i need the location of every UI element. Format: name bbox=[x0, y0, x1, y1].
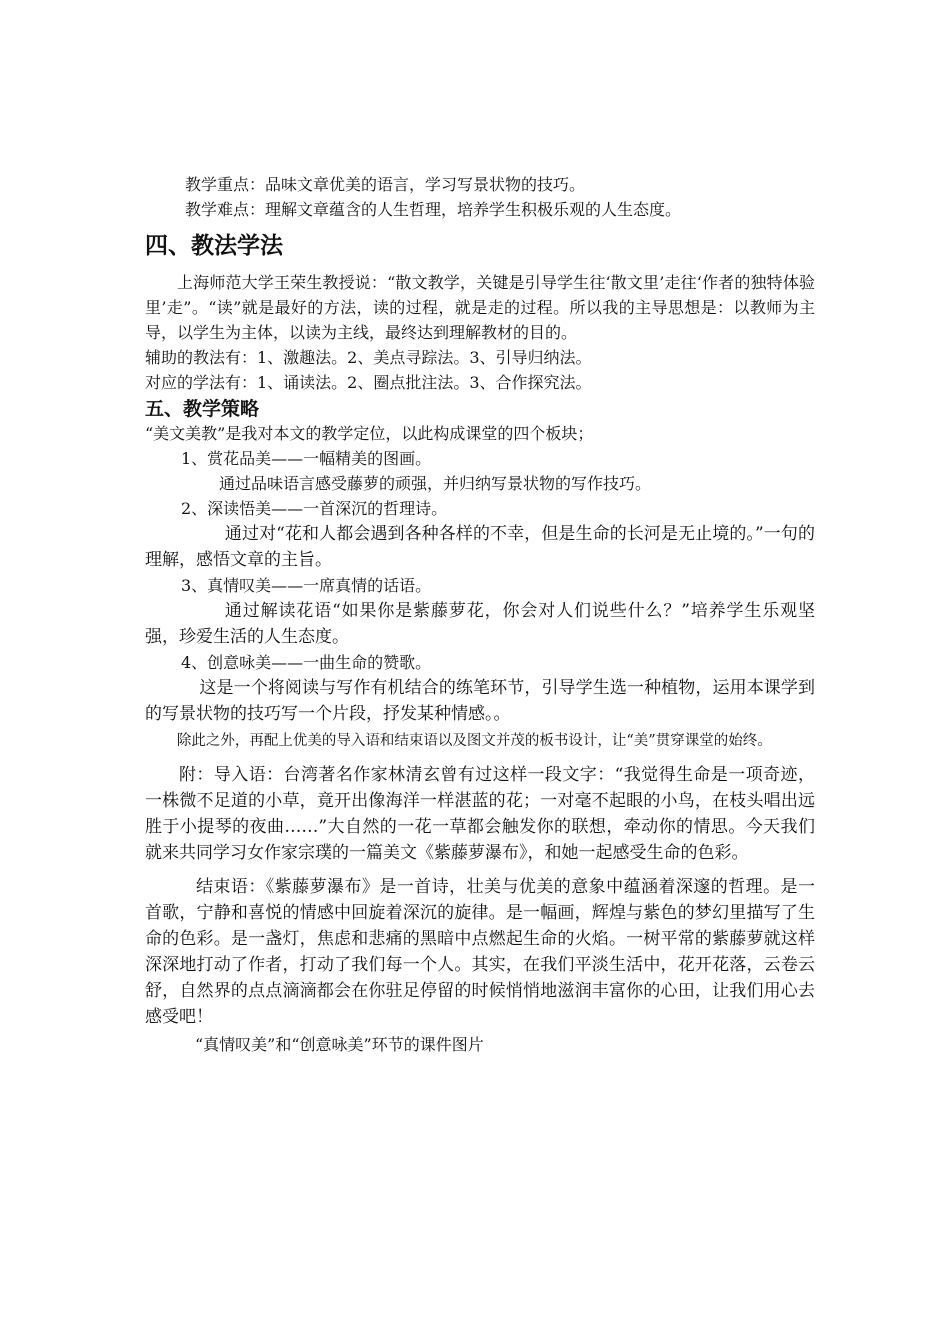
section5-intro: “美文美教”是我对本文的教学定位，以此构成课堂的四个板块； bbox=[145, 424, 594, 443]
item3-title: 3、真情叹美——一席真情的话语。 bbox=[181, 576, 432, 595]
item1-desc: 通过品味语言感受藤萝的顽强，并归纳写景状物的写作技巧。 bbox=[219, 474, 652, 493]
section4-learn-methods: 对应的学法有：1、诵读法。2、圈点批注法。3、合作探究法。 bbox=[145, 373, 592, 392]
item3-desc: 通过解读花语“如果你是紫藤萝花，你会对人们说些什么？”培养学生乐观坚强，珍爱生活的人生态度。 bbox=[145, 601, 815, 647]
document-page bbox=[145, 172, 815, 1057]
item4-desc: 这是一个将阅读与写作有机结合的练笔环节，引导学生选一种植物，运用本课学到的写景状物的技巧写一个片段，抒发某种情感。。 bbox=[145, 678, 815, 724]
intro-paragraph: 附：导入语：台湾著名作家林清玄曾有过这样一段文字：“我觉得生命是一项奇迹，一株微不足道的小草，竟开出像海洋一样湛蓝的花；一对毫不起眼的小鸟，在枝头唱出远胜于小提琴的夜曲……”大自然的一花一草都会触发你的联想，牵动你的情思。今天我们就来共同学习女作家宗璞的一篇美文《紫藤萝瀑布》，和她一起感受生命的色彩。 bbox=[145, 765, 815, 863]
section5-title: 五、教学策略 bbox=[145, 398, 260, 420]
item2-title: 2、深读悟美——一首深沉的哲理诗。 bbox=[181, 499, 448, 518]
item4-title: 4、创意咏美——一曲生命的赞歌。 bbox=[181, 653, 432, 672]
key-point: 教学重点：品味文章优美的语言，学习写景状物的技巧。 bbox=[185, 175, 586, 194]
extra-paragraph: 除此之外，再配上优美的导入语和结束语以及图文并茂的板书设计，让“美”贯穿课堂的始终。 bbox=[176, 733, 772, 749]
section4-aux-methods: 辅助的教法有：1、激趣法。2、美点寻踪法。3、引导归纳法。 bbox=[145, 348, 592, 367]
section4-para1: 上海师范大学王荣生教授说：“散文教学，关键是引导学生往‘散文里’走往‘作者的独特体验里’走”。“读”就是最好的方法，读的过程，就是走的过程。所以我的主导思想是：以教师为主导，以学生为主体，以读为主线，最终达到理解教材的目的。 bbox=[145, 273, 815, 342]
courseware-caption: “真情叹美”和“创意咏美”环节的课件图片 bbox=[195, 1035, 484, 1054]
section4-title: 四、教法学法 bbox=[145, 233, 283, 259]
difficult-point: 教学难点：理解文章蕴含的人生哲理，培养学生积极乐观的人生态度。 bbox=[185, 200, 682, 219]
item1-title: 1、赏花品美——一幅精美的图画。 bbox=[181, 449, 432, 468]
item2-desc: 通过对“花和人都会遇到各种各样的不幸，但是生命的长河是无止境的。”一句的理解，感悟文章的主旨。 bbox=[145, 524, 815, 570]
ending-paragraph: 结束语：《紫藤萝瀑布》是一首诗，壮美与优美的意象中蕴涵着深邃的哲理。是一首歌，宁静和喜悦的情感中回旋着深沉的旋律。是一幅画，辉煌与紫色的梦幻里描写了生命的色彩。是一盏灯，焦虑和悲痛的黑暗中点燃起生命的火焰。一树平常的紫藤萝就这样深深地打动了作者，打动了我们每一个人。其实，在我们平淡生活中，花开花落，云卷云舒，自然界的点点滴滴都会在你驻足停留的时候悄悄地滋润丰富你的心田，让我们用心去感受吧！ bbox=[145, 877, 815, 1027]
